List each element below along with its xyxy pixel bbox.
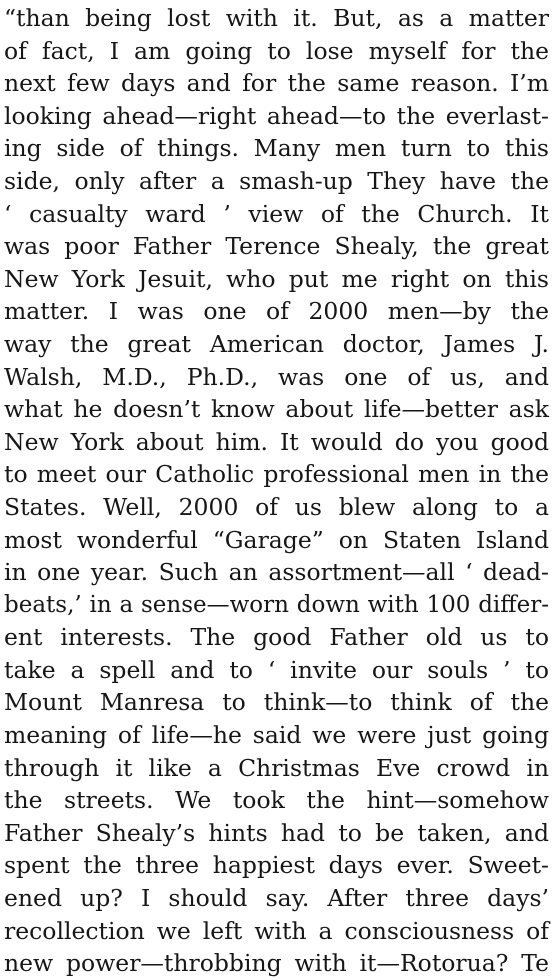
text-line: matter. I was one of 2000 men—by the [4, 297, 549, 326]
text-line: Father Shealy’s hints had to be taken, and [4, 818, 549, 847]
text-line: new power—throbbing with it—Rotorua? Te [4, 949, 549, 978]
text-line: beats,’ in a sense—worn down with 100 differ- [4, 591, 549, 618]
text-line: next few days and for the same reason. I’m [4, 69, 549, 98]
text-line: way the great American doctor, James J. [4, 329, 549, 358]
text-line: take a spell and to ‘ invite our souls ’ to [4, 655, 549, 684]
text-line: ing side of things. Many men turn to this [4, 134, 549, 163]
text-line: ‘ casualty ward ’ view of the Church. It [4, 199, 549, 228]
text-line: to meet our Catholic professional men in the [4, 460, 549, 489]
text-line: ent interests. The good Father old us to [4, 623, 549, 652]
text-line: Walsh, M.D., Ph.D., was one of us, and [4, 362, 549, 391]
text-line: meaning of life—he said we were just going [4, 721, 549, 750]
text-line: was poor Father Terence Shealy, the great [4, 232, 549, 261]
text-line: most wonderful “Garage” on Staten Island [4, 525, 549, 554]
text-line: States. Well, 2000 of us blew along to a [4, 492, 549, 521]
text-line: looking ahead—right ahead—to the everlast- [4, 101, 549, 130]
text-line: in one year. Such an assortment—all ‘ dead- [4, 558, 549, 587]
text-line: Mount Manresa to think—to think of the [4, 688, 549, 717]
text-line: through it like a Christmas Eve crowd in [4, 753, 549, 782]
text-line: ened up? I should say. After three days’ [4, 884, 549, 913]
text-line: spent the three happiest days ever. Sweet- [4, 851, 549, 880]
text-line: recollection we left with a consciousness of [4, 916, 549, 945]
text-line: New York Jesuit, who put me right on this [4, 264, 549, 293]
text-line: New York about him. It would do you good [4, 427, 549, 456]
text-line: side, only after a smash-up They have the [4, 166, 549, 195]
text-block [4, 2, 549, 980]
text-line: “than being lost with it. But, as a matter [4, 4, 549, 32]
text-line: what he doesn’t know about life—better ask [4, 395, 549, 424]
text-line: the streets. We took the hint—somehow [4, 786, 549, 815]
text-line: of fact, I am going to lose myself for the [4, 36, 549, 65]
